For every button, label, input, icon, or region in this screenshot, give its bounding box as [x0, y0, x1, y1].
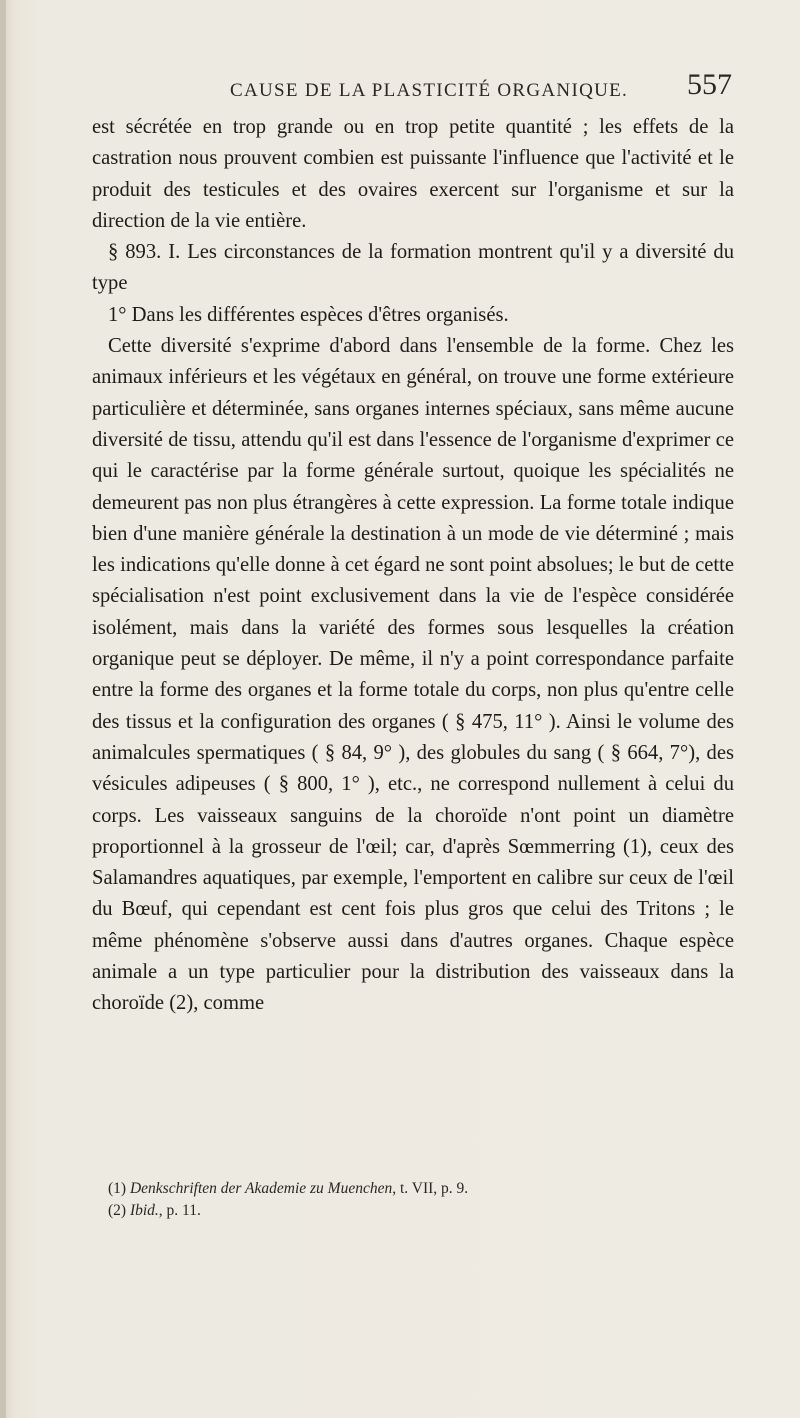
footnote-2-mark: (2): [108, 1202, 127, 1219]
running-head: CAUSE DE LA PLASTICITÉ ORGANIQUE.: [230, 80, 629, 101]
paragraph-section-893: § 893. I. Les circonstances de la formation montrent qu'il y a diversité du type: [92, 241, 734, 295]
paragraph-point-1: 1° Dans les différentes espèces d'êtres organisés.: [108, 303, 509, 326]
footnotes: [108, 1178, 728, 1222]
main-text: [92, 112, 734, 1020]
page-gutter: [0, 0, 6, 1418]
footnote-2-title: Ibid.: [129, 1202, 159, 1219]
paragraph-continuation: est sécrétée en trop grande ou en trop petite quantité ; les effets de la castration nous prouvent combien est puissante l'influence que l'activité et le produit des testicules et des ovaires exercent sur l'organisme et sur la direction de la vie entière.: [92, 116, 734, 232]
footnote-1-title: Denkschriften der Akademie zu Muenchen: [129, 1180, 393, 1197]
footnote-2-rest: , p. 11.: [158, 1202, 201, 1219]
footnote-1-mark: (1): [108, 1180, 127, 1197]
footnote-1: [108, 1178, 728, 1200]
footnote-1-rest: , t. VII, p. 9.: [392, 1180, 469, 1197]
page-header: [92, 68, 732, 108]
page-number: 557: [687, 68, 732, 101]
paragraph-diversity: Cette diversité s'exprime d'abord dans l'ensemble de la forme. Chez les animaux inférieurs et les végétaux en général, on trouve une forme extérieure particulière et déterminée, sans organes internes spéciaux, sans même aucune diversité de tissu, attendu qu'il est dans l'essence de l'organisme d'exprimer ce qui le caractérise par la forme générale surtout, quoique les spécialités ne demeurent pas non plus étrangères à cette expression. La forme totale indique bien d'une manière générale la destination à un mode de vie déterminé ; mais les indications qu'elle donne à cet égard ne sont point absolues; le but de cette spécialisation n'est point exclusivement dans la vie de l'espèce considérée isolément, mais dans la variété des formes sous lesquelles la création organique peut se déployer. De même, il n'y a point correspondance parfaite entre la forme des organes et la forme totale du corps, non plus qu'entre celle des tissus et la configuration des organes ( § 475, 11° ). Ainsi le volume des animalcules spermatiques ( § 84, 9° ), des globules du sang ( § 664, 7°), des vésicules adipeuses ( § 800, 1° ), etc., ne correspond nullement à celui du corps. Les vaisseaux sanguins de la choroïde n'ont point un diamètre proportionnel à la grosseur de l'œil; car, d'après Sœmmerring (1), ceux des Salamandres aquatiques, par exemple, l'emportent en calibre sur ceux de l'œil du Bœuf, qui cependant est cent fois plus gros que celui des Tritons ; le même phénomène s'observe aussi dans d'autres organes. Chaque espèce animale a un type particulier pour la distribution des vaisseaux dans la choroïde (2), comme: [92, 335, 734, 1015]
footnote-2: [108, 1200, 728, 1222]
